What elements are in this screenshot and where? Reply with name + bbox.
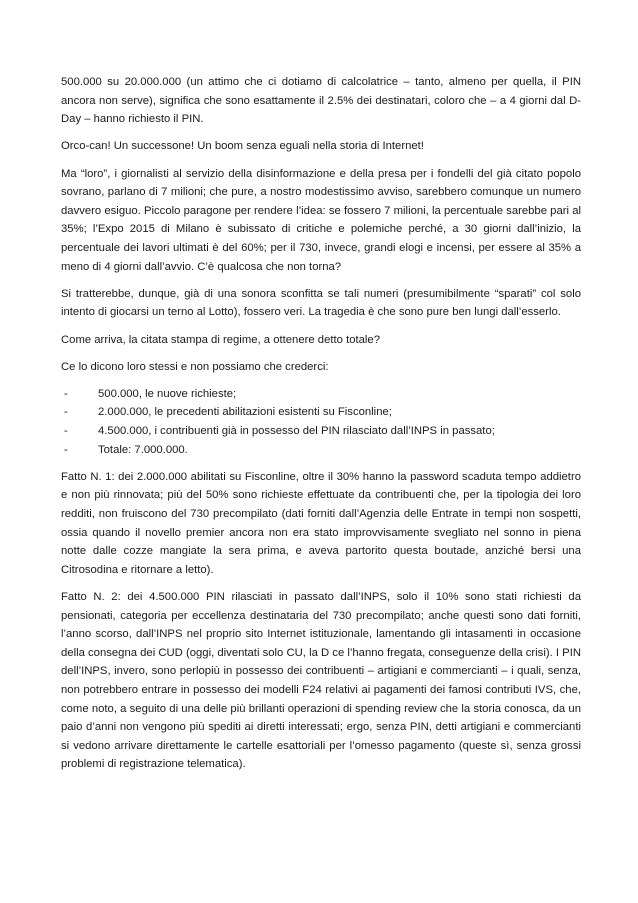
paragraph-1: 500.000 su 20.000.000 (un attimo che ci dotiamo di calcolatrice – tanto, almeno per quella, il PIN ancora non serve), significa che sono esattamente il 2.5% dei destinatari, coloro che – a 4 giorni dal D-Day – hanno richiesto il PIN.: [61, 76, 581, 126]
list-item: [61, 385, 581, 404]
paragraph-6: Ce lo dicono loro stessi e non possiamo che crederci:: [61, 360, 329, 373]
list-bullet: -: [64, 425, 68, 438]
list-item-text: 2.000.000, le precedenti abilitazioni esistenti su Fisconline;: [98, 406, 392, 419]
list-bullet: -: [64, 443, 68, 456]
totals-list: [61, 385, 581, 459]
paragraph-5: Come arriva, la citata stampa di regime, a ottenere detto totale?: [61, 333, 380, 346]
list-item-text: Totale: 7.000.000.: [98, 443, 188, 456]
list-item-text: 500.000, le nuove richieste;: [98, 387, 237, 400]
list-item: [61, 403, 581, 422]
fact-2-paragraph: Fatto N. 2: dei 4.500.000 PIN rilasciati in passato dall’INPS, solo il 10% sono stati richiesti da pensionati, categoria per eccellenza destinataria del 730 precompilato; anche questi sono dati forniti, l’anno scorso, dall’INPS nel proprio sito Internet istituzionale, lamentando gli intasamenti in occasione della consegna dei CUD (oggi, diventati solo CU, la D ce l’hanno fregata, conseguenze della crisi). I PIN dell’INPS, invero, sono perlopiù in possesso dei contribuenti – artigiani e commercianti – i quali, senza, non potrebbero entrare in possesso dei modelli F24 relativi ai pagamenti dei famosi contributi IVS, che, come noto, a seguito di una delle più brillanti operazioni di spending review che la storia conosca, da un paio d’anni non vengono più spediti ai diretti interessati; ergo, senza PIN, detti artigiani e commercianti si vedono arrivare direttamente le cartelle esattoriali per l’omesso pagamento (queste sì, senza grossi problemi di registrazione telematica).: [61, 591, 581, 771]
list-item: [61, 422, 581, 441]
list-item-text: 4.500.000, i contribuenti già in possesso del PIN rilasciato dall’INPS in passato;: [98, 425, 495, 438]
list-bullet: -: [64, 406, 68, 419]
paragraph-3: Ma “loro”, i giornalisti al servizio della disinformazione e della presa per i fondelli del già citato popolo sovrano, parlano di 7 milioni; che pure, a nostro modestissimo avviso, sarebbero comunque un numero davvero esiguo. Piccolo paragone per rendere l’idea: se fossero 7 milioni, la percentuale sarebbe pari al 35%; l’Expo 2015 di Milano è subissato di critiche e polemiche perché, a 30 giorni dall’inizio, la percentuale dei lavori ultimati è del 60%; per il 730, invece, grandi elogi e incensi, per essere al 35% a meno di 4 giorni dall’avvio. C’è qualcosa che non torna?: [61, 167, 581, 273]
paragraph-2: Orco-can! Un successone! Un boom senza eguali nella storia di Internet!: [61, 140, 424, 153]
paragraph-4: Si tratterebbe, dunque, già di una sonora sconfitta se tali numeri (presumibilmente “sparati” col solo intento di giocarsi un terno al Lotto), fossero veri. La tragedia è che sono pure ben lungi dall’esserlo.: [61, 287, 581, 319]
fact-1-paragraph: Fatto N. 1: dei 2.000.000 abilitati su Fisconline, oltre il 30% hanno la password scaduta tempo addietro e non più rinnovata; più del 50% sono richieste effettuate da contribuenti che, per la tipologia dei loro redditi, non fruiscono del 730 precompilato (dati forniti dall’Agenzia delle Entrate in tempi non sospetti, ossia quando il novello premier ancora non era stato improvvisamente svegliato nel sonno in piena notte dalle cozze mangiate la sera prima, e aveva partorito questa boutade, anziché bersi una Citrosodina e ritornare a letto).: [61, 470, 581, 576]
list-item: [61, 441, 581, 460]
list-bullet: -: [64, 387, 68, 400]
document-page: [61, 73, 581, 783]
